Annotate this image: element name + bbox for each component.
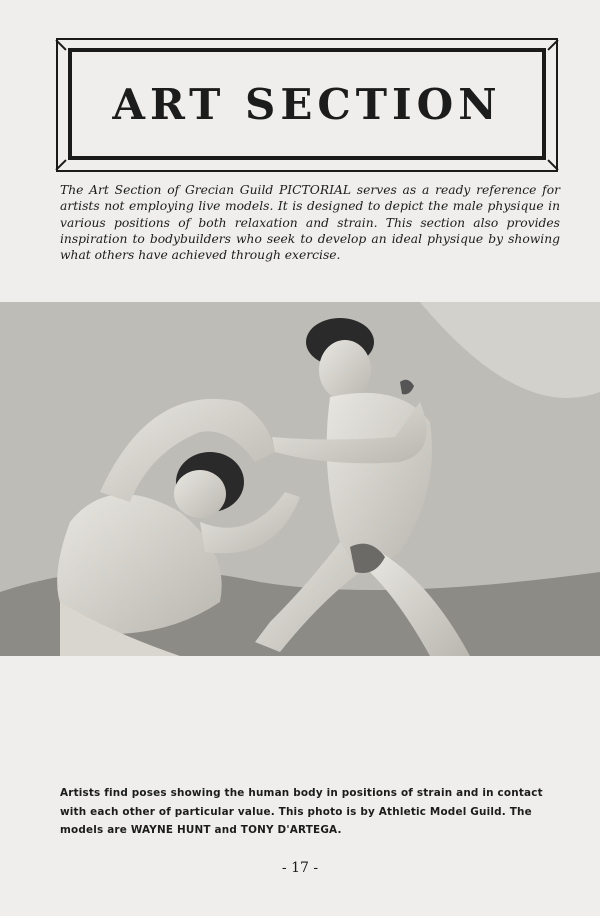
- photo-caption: Artists find poses showing the human body in positions of strain and in contact with each other of particular value. This photo is by Athletic Model Guild. The models are WAYNE HUNT and TONY D'ARTEGA.: [60, 787, 543, 836]
- intro-paragraph: The Art Section of Grecian Guild PICTORIAL serves as a ready reference for artists not employing live models. It is designed to depict the male physique in various positions of both relaxation and strain. This section also provides inspiration to bodybuilders who seek to develop an ideal physique by showing what others have achieved through exercise.: [60, 183, 560, 263]
- figure-left-head: [174, 470, 226, 518]
- page-number: - 17 -: [281, 860, 319, 876]
- page-title: ART SECTION: [112, 79, 502, 129]
- title-frame: [68, 48, 546, 160]
- figure-right-head: [319, 340, 371, 400]
- wrestling-photo: [0, 302, 600, 656]
- photo-illustration: [0, 302, 600, 656]
